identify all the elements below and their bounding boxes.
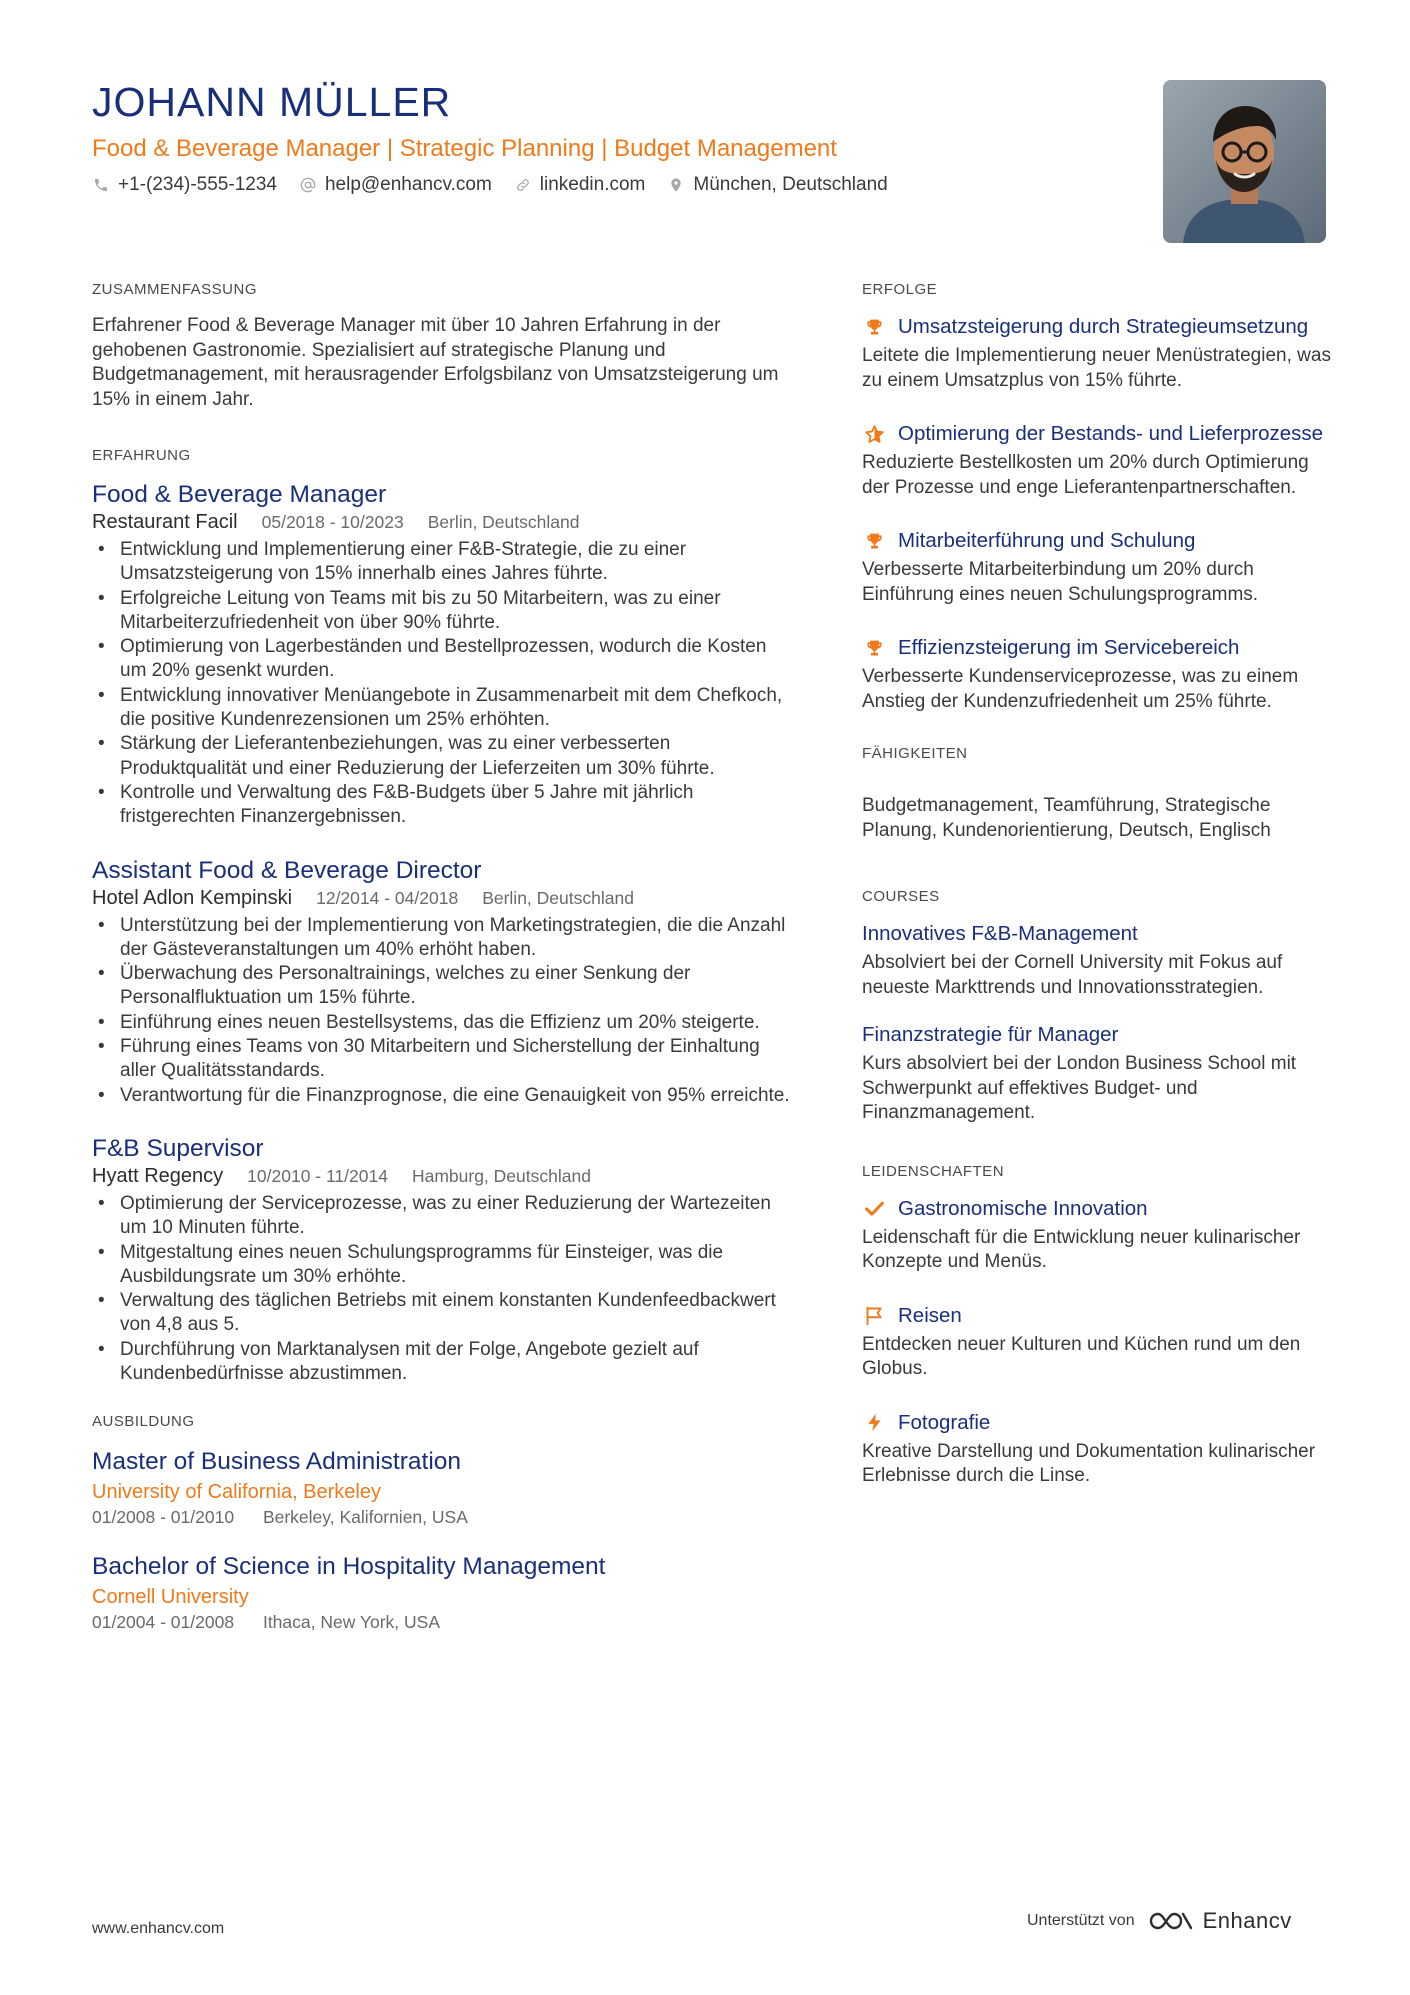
achievement-title: Effizienzsteigerung im Servicebereich [898,636,1240,659]
achievement-desc: Reduzierte Bestellkosten um 20% durch Optimierung der Prozesse und enge Lieferantenpartnerschaften. [862,452,1309,498]
passion-title: Reisen [898,1303,962,1327]
profile-photo [1163,80,1326,243]
passion-head [862,1303,1332,1329]
star-icon [862,422,886,446]
course-desc: Absolviert bei der Cornell University mit Fokus auf neueste Markttrends und Innovationsstrategien. [862,952,1283,998]
achievement-head [862,421,1332,447]
flag-icon [862,1304,886,1328]
job-bullet: • Überwachung des Personaltrainings, welches zu einer Senkung der Personalfluktuation um 15% führte. [92,962,792,1011]
education-dates: 01/2004 - 01/2008 [92,1612,235,1633]
job-bullet: • Kontrolle und Verwaltung des F&B-Budgets über 5 Jahre mit jährlich fristgerechten Finanzergebnissen. [92,781,792,830]
education-school: Cornell University [92,1586,249,1609]
achievement-title: Umsatzsteigerung durch Strategieumsetzung [898,315,1309,338]
brand-logo[interactable] [1147,1908,1292,1934]
education-section [92,1412,792,1634]
link-icon [514,176,532,194]
resume-header [92,78,1132,198]
at-icon [299,176,317,194]
phone-icon [92,176,110,194]
contact-location [667,172,887,198]
job-bullet: • Stärkung der Lieferantenbeziehungen, was zu einer verbesserten Produktqualität und einer Reduzierung der Lieferzeiten um 30% führte. [92,732,792,781]
education-degree: Master of Business Administration [92,1448,462,1476]
job-bullet: • Erfolgreiche Leitung von Teams mit bis zu 50 Mitarbeitern, was zu einer Mitarbeiterzufriedenheit von über 90% führte. [92,587,792,636]
job-bullet: • Entwicklung innovativer Menüangebote in Zusammenarbeit mit dem Chefkoch, die positive Kundenrezensionen um 25% erhöhten. [92,684,792,733]
right-column [862,280,1332,1523]
job-meta [92,1164,792,1188]
website-text: linkedin.com [539,174,646,195]
courses-section [862,887,1332,1126]
achievement-head [862,635,1332,661]
contact-bar [92,172,1132,198]
job-bullet: • Verwaltung des täglichen Betriebs mit einem konstanten Kundenfeedbackwert von 4,8 aus 5. [92,1289,792,1338]
lightning-icon [862,1411,886,1435]
achievement-item [862,528,1332,607]
phone-text: +1-(234)-555-1234 [118,174,277,195]
education-entry [92,1551,792,1634]
location-text: München, Deutschland [693,174,888,195]
passion-head [862,1196,1332,1222]
job-bullet: • Optimierung von Lagerbeständen und Bestellprozessen, wodurch die Kosten um 20% gesenkt wurden. [92,635,792,684]
summary-section [92,280,792,412]
skills-section [862,744,1332,843]
passion-title: Gastronomische Innovation [898,1196,1148,1220]
achievements-section [862,280,1332,714]
experience-section [92,446,792,1386]
education-location: Berkeley, Kalifornien, USA [262,1507,468,1528]
summary-title: ZUSAMMENFASSUNG [92,281,258,298]
trophy-icon [862,529,886,553]
job-company: Hotel Adlon Kempinski [92,886,293,909]
achievement-item [862,421,1332,500]
passion-desc: Entdecken neuer Kulturen und Küchen rund um den Globus. [862,1333,1301,1379]
job-meta [92,510,792,534]
job-title: Assistant Food & Beverage Director [92,856,482,884]
course-title: Finanzstrategie für Manager [862,1023,1119,1046]
footer-powered [1027,1908,1292,1934]
job-location: Hamburg, Deutschland [411,1165,591,1186]
courses-title: COURSES [862,888,940,905]
passion-item [862,1196,1332,1275]
achievement-item [862,635,1332,714]
course-item [862,921,1332,1000]
course-item [862,1022,1332,1126]
passions-title: LEIDENSCHAFTEN [862,1162,1005,1180]
job-location: Berlin, Deutschland [427,512,580,532]
job-bullet: • Optimierung der Serviceprozesse, was zu einer Reduzierung der Wartezeiten um 10 Minuten führte. [92,1192,792,1241]
job-entry [92,856,792,1108]
achievement-item [862,314,1332,393]
education-school: University of California, Berkeley [92,1481,381,1504]
course-desc: Kurs absolviert bei der London Business School mit Schwerpunkt auf effektives Budget- und Finanzmanagement. [862,1053,1297,1123]
education-meta [92,1505,792,1529]
summary-text: Erfahrener Food & Beverage Manager mit über 10 Jahren Erfahrung in der gehobenen Gastronomie. Spezialisiert auf strategische Planung und Budgetmanagement, mit herausragender Erfolgsbilanz von Umsatzsteigerung um 15% in einem Jahr. [92,315,779,410]
candidate-name: JOHANN MÜLLER [92,79,452,125]
passion-title: Fotografie [898,1410,991,1434]
job-bullet: • Einführung eines neuen Bestellsystems, das die Effizienz um 20% steigerte. [92,1011,792,1035]
job-title: Food & Beverage Manager [92,481,387,508]
job-bullets [92,538,792,830]
education-dates: 01/2008 - 01/2010 [92,1507,235,1528]
achievement-desc: Verbesserte Kundenserviceprozesse, was zu einem Anstieg der Kundenzufriedenheit um 25% führte. [862,666,1299,712]
job-entry [92,1134,792,1386]
achievement-desc: Verbesserte Mitarbeiterbindung um 20% durch Einführung eines neuen Schulungsprogramms. [862,559,1259,605]
contact-phone [92,172,277,198]
email-text: help@enhancv.com [324,174,492,195]
education-location: Ithaca, New York, USA [262,1612,440,1633]
contact-website[interactable] [514,172,646,198]
job-dates: 05/2018 - 10/2023 [261,512,404,532]
powered-by-text: Unterstützt von [1027,1912,1135,1929]
job-title: F&B Supervisor [92,1134,264,1162]
skills-text: Budgetmanagement, Teamführung, Strategische Planung, Kundenorientierung, Deutsch, Englisch [862,795,1271,841]
education-degree: Bachelor of Science in Hospitality Management [92,1553,606,1581]
job-company: Restaurant Facil [92,511,238,533]
job-bullet: • Unterstützung bei der Implementierung von Marketingstrategien, die die Anzahl der Gästeveranstaltungen um 40% erhöht haben. [92,914,792,963]
brand-name: Enhancv [1202,1908,1292,1933]
left-column [92,280,792,1668]
achievement-desc: Leitete die Implementierung neuer Menüstrategien, was zu einem Umsatzplus von 15% führte. [862,345,1331,391]
passion-desc: Kreative Darstellung und Dokumentation kulinarischer Erlebnisse durch die Linse. [862,1440,1316,1486]
achievement-title: Mitarbeiterführung und Schulung [898,529,1196,552]
job-bullets [92,1192,792,1386]
job-meta [92,886,792,910]
check-icon [862,1197,886,1221]
job-dates: 12/2014 - 04/2018 [316,887,459,908]
education-title: AUSBILDUNG [92,1413,195,1431]
job-entry [92,480,792,830]
skills-title: FÄHIGKEITEN [862,745,968,762]
job-bullet: • Mitgestaltung eines neuen Schulungsprogramms für Einsteiger, was die Ausbildungsrate um 30% erhöhte. [92,1241,792,1290]
achievement-head [862,314,1332,340]
candidate-headline: Food & Beverage Manager | Strategic Planning | Budget Management [92,135,837,162]
trophy-icon [862,315,886,339]
job-bullet: • Entwicklung und Implementierung einer F&B-Strategie, die zu einer Umsatzsteigerung von 15% innerhalb eines Jahres führte. [92,538,792,587]
enhancv-logo-icon [1147,1908,1195,1934]
passion-item [862,1303,1332,1382]
location-pin-icon [667,176,685,194]
job-bullet: • Führung eines Teams von 30 Mitarbeitern und Sicherstellung der Einhaltung aller Qualitätsstandards. [92,1035,792,1084]
contact-email[interactable] [299,172,492,198]
job-company: Hyatt Regency [92,1164,224,1187]
passions-section [862,1162,1332,1489]
job-dates: 10/2010 - 11/2014 [247,1165,388,1186]
passion-desc: Leidenschaft für die Entwicklung neuer kulinarischer Konzepte und Menüs. [862,1226,1301,1272]
achievement-head [862,528,1332,554]
education-meta [92,1610,792,1634]
job-bullet: • Verantwortung für die Finanzprognose, die eine Genauigkeit von 95% erreichte. [92,1084,792,1108]
job-location: Berlin, Deutschland [482,887,634,908]
job-bullet: • Durchführung von Marktanalysen mit der Folge, Angebote gezielt auf Kundenbedürfnisse abzustimmen. [92,1338,792,1387]
course-title: Innovatives F&B-Management [862,922,1138,945]
passion-item [862,1410,1332,1489]
footer-website[interactable]: www.enhancv.com [92,1920,225,1937]
experience-title: ERFAHRUNG [92,447,191,464]
education-entry [92,1446,792,1529]
achievement-title: Optimierung der Bestands- und Lieferprozesse [898,422,1324,445]
trophy-icon [862,636,886,660]
passion-head [862,1410,1332,1436]
achievements-title: ERFOLGE [862,281,938,298]
job-bullets [92,914,792,1108]
